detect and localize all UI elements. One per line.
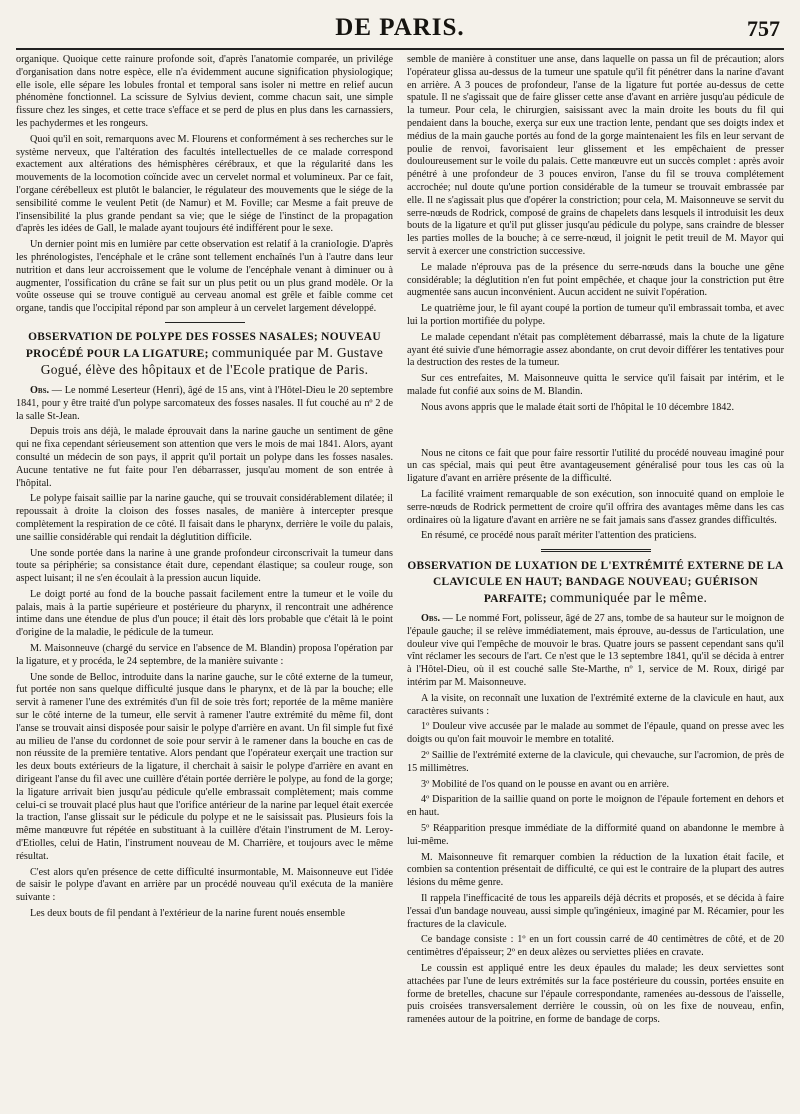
paragraph: Depuis trois ans déjà, le malade éprouvait dans la narine gauche un sentiment de gêne qui ne fixa cependant sérieusement son attention que vers le mois de mai 1841. Alors, ayant consulté un médecin de son pays, il apprit qu'il portait un polype dans les fosses nasales. Aucune tentative ne fut faite pour l'en débarrasser, jusqu'au moment de son entrée à l'hôpital.	[16, 426, 393, 489]
paragraph: Le polype faisait saillie par la narine gauche, qui se trouvait considérablement dilatée; il repoussait à droite la cloison des fosses nasales, de manière à intercepter presque complètement la respiration de ce côté. Il faisait dans le pharynx, derrière le voile du palais, une saillie considérable qui rendait la déglutition difficile.	[16, 493, 393, 543]
left-column	[16, 54, 393, 1030]
heading-text: OBSERVATION DE LUXATION DE L'EXTRÉMITÉ EXTERNE DE LA CLAVICULE EN HAUT; BANDAGE NOUVEAU; GUÉRISON PARFAITE;	[407, 560, 784, 606]
paragraph: Une sonde portée dans la narine à une grande profondeur circonscrivait la tumeur dans toute sa périphérie; sa consistance était dure, cependant élastique; sa couleur rouge, son aspect luisant; il ne s'en écoulait à la pression aucun liquide.	[16, 547, 393, 585]
paragraph: A la visite, on reconnaît une luxation de l'extrémité externe de la clavicule en haut, aux caractères suivants :	[407, 692, 784, 717]
page-number: 757	[747, 16, 780, 41]
paragraph: — Le nommé Fort, polisseur, âgé de 27 ans, tombe de sa hauteur sur le moignon de l'épaule gauche; il se relève immédiatement, mais éprouve, au-dessus de l'articulation, une douleur vive qui l'empêche de mouvoir le bras. Quatre jours se passent cependant sans qu'il vînt réclamer les secours de l'art. Ce n'est que le 13 septembre 1841, qu'il se décida à entrer à l'Hôtel-Dieu, où il est couché salle Ste-Marthe, nº 1, service de M. Roux, dirigé par intérim par M. Maisonneuve.	[407, 613, 785, 689]
paragraph: Il rappela l'inefficacité de tous les appareils déjà décrits et proposés, et se décida à faire l'essai d'un bandage nouveau, aussi simple qu'ingénieux, imaginé par M. Récamier, pour les fractures de la clavicule.	[407, 893, 784, 930]
paragraph: C'est alors qu'en présence de cette difficulté insurmontable, M. Maisonneuve eut l'idée de saisir le polype d'avant en arrière par un procédé nouveau qu'il exécuta de la manière suivante :	[16, 866, 393, 904]
paragraph: 2º Saillie de l'extrémité externe de la clavicule, qui chevauche, sur l'acromion, de près de 15 millimètres.	[407, 750, 784, 774]
paragraph: 5º Réapparition presque immédiate de la difformité quand on abandonne le membre à lui-même.	[407, 823, 784, 847]
running-head	[16, 14, 784, 50]
paragraph: Le doigt porté au fond de la bouche passait facilement entre la tumeur et le voile du palais, mais à la partie supérieure et postérieure du pharynx, il rencontrait une adhérence intime dans une étendue de plus d'un pouce; il était dès lors probable que c'était là le point d'origine de la maladie, le pédicule de la tumeur.	[16, 588, 393, 639]
paragraph: 3º Mobilité de l'os quand on le pousse en avant ou en arrière.	[421, 778, 670, 790]
section-divider	[165, 322, 245, 323]
paragraph: La facilité vraiment remarquable de son exécution, son innocuité quand on emploie le serre-nœuds de Rodrick permettent de croire qu'il offrira des avantages même dans les cas ordinaires où la ligature d'avant en arrière ne se fait jamais sans d'assez grandes difficultés.	[407, 488, 784, 526]
paragraph: Sur ces entrefaites, M. Maisonneuve quitta le service qu'il faisait par intérim, et le malade fut confié aux soins de M. Blandin.	[407, 373, 784, 397]
page-header-title: DE PARIS.	[335, 14, 465, 41]
paragraph: — Le nommé Leserteur (Henri), âgé de 15 ans, vint à l'Hôtel-Dieu le 20 septembre 1841, pour y être traité d'un polype sarcomateux des fosses nasales. Il fut couché au nº 2 de la salle St-Jean.	[16, 384, 393, 422]
paragraph: Une sonde de Belloc, introduite dans la narine gauche, sur le côté externe de la tumeur, fut portée non sans quelque difficulté jusque dans le pharynx, et de là par la bouche; elle servit à ramener l'une des extrémités d'un fil de soie très fort; reportée de la même manière sur le côté interne de la tumeur, elle servit à ramener l'autre extrémité du même fil, dont l'anse se trouvait ainsi disposée pour saisir le polype d'arrière en avant. Un fil simple fut fixé au milieu de l'anse du cordonnet de soie pour servir à le ramener dans la bouche en cas de non réussite de la première tentative. Alors pendant que l'opérateur exerçait une traction sur les deux bouts extérieurs de la ligature, il cherchait à saisir le polype d'arrière en avant en dirigeant l'anse du fil avec une cuillère d'étain portée derrière le polype, au fond de la gorge; la ligature arrivait bien jusqu'au pédicule qu'elle embrassait complètement; mais comme celui-ci se trouvait placé plus haut que l'orifice antérieur de la narine par lequel était exercée la traction, l'anse glissait sur le pédicule du polype et ne le saisissait pas. Plusieurs fois la même manœuvre fut répétée en substituant à la cuillère d'étain l'instrument de M. Leroy-d'Etiolles, celui de Hatin, l'instrument nouveau de M. Charrière, et toujours avec le même résultat.	[16, 671, 393, 862]
section-divider	[541, 549, 651, 552]
heading-credit: communiquée par M. Gustave Gogué, élève des hôpitaux et de l'Ecole pratique de Paris.	[40, 344, 384, 377]
paragraph: M. Maisonneuve fit remarquer combien la réduction de la luxation était facile, et combien sa contention présentait de difficulté, ce qui est le contraire de la plupart des autres lésions du même genre.	[407, 851, 784, 889]
paragraph: Quoi qu'il en soit, remarquons avec M. Flourens et conformément à ses recherches sur le système nerveux, que l'altération des facultés intellectuelles de ce malade correspond exactement aux altérations des hémisphères cérébraux, et que la régularité dans les mouvements de la locomotion coïncide avec un cervelet normal et volumineux. Par ce fait, l'organe cérébelleux est plutôt le balancier, le régulateur des mouvements que le siége de la sensibilité comme le veulent Petit (de Namur) et M. Foville; car Mesme a fait preuve de l'insensibilité la plus grande pendant sa vie; que le siége de l'instinct de la propagation d'après les idées de Gall, le malade ayant toujours été indifférent pour le sexe.	[16, 133, 393, 235]
paragraph: Un dernier point mis en lumière par cette observation est relatif à la cranioIogie. D'après les phrénologistes, l'encéphale et le crâne sont tellement enchaînés l'un à l'autre dans leur nutrition et dans leur accroissement que le volume de l'encéphale venant à diminuer ou à augmenter, l'ossification du crâne se fait sur un plus petit ou un plus grand modèle. Or la voûte osseuse qui se trouve contiguë au cerveau anomal est grêle et faible comme cet organe, tandis que l'occipital répond par son ampleur à un cervelet largement développé.	[16, 239, 393, 315]
right-column	[407, 54, 784, 1030]
paragraph: Le malade cependant n'était pas complètement débarrassé, mais la chute de la ligature ayant été suivie d'une hémorragie assez abondante, on crut devoir différer les tentatives pour la destruction des restes de la tumeur.	[407, 331, 784, 369]
heading-credit: communiquée par le même.	[550, 590, 708, 606]
paragraph: Le coussin est appliqué entre les deux épaules du malade; les deux serviettes sont attachées par l'une de leurs extrémités sur la face postérieure du coussin, portées ensuite en forme de bretelles, chacune sur l'épaule correspondante, ramenées au-dessous de l'aisselle, puis croisées transversalement derrière le coussin, où on les fixe de nouveau, enfin, ramenées autour de la poitrine, en forme de bandage de corps.	[407, 963, 784, 1026]
paragraph: Nous ne citons ce fait que pour faire ressortir l'utilité du procédé nouveau imaginé pour un cas spécial, mais qui peut être avantageusement généralisé pour tous les cas où la ligature d'avant en arrière présente de la difficulté.	[407, 447, 784, 485]
paragraph: organique. Quoique cette rainure profonde soit, d'après l'anatomie comparée, un privilége d'organisation dans notre espèce, elle n'a évidemment aucune signification physiologique; elle isole, elle sépare les lobules frontal et temporal sans isoler ni mettre en relief aucun phénomène fonctionnel. La scissure de Sylvius devient, comme chacun sait, une simple fissure chez les singes, et cette trace s'efface et se perd de plus en plus dans les carnassiers, les pachydermes et les rongeurs.	[16, 54, 393, 129]
paragraph: Le quatrième jour, le fil ayant coupé la portion de tumeur qu'il embrassait tomba, et avec lui la portion mortifiée du polype.	[407, 303, 784, 327]
obs-label: Obs.	[30, 384, 50, 396]
article-heading	[407, 558, 784, 607]
paragraph: Les deux bouts de fil pendant à l'extérieur de la narine furent noués ensemble	[30, 908, 345, 920]
paragraph: semble de manière à constituer une anse, dans laquelle on passa un fil de précaution; alors l'opérateur glissa au-dessus de la tumeur une spatule qu'il fit pénétrer dans la narine d'avant en arrière. A 3 pouces de profondeur, l'anse de la ligature fut portée au-dessus de cette spatule. Il ne s'agissait que de faire glisser cette anse d'avant en arrière jusqu'au pédicule de la tumeur. Pour cela, le chirurgien, saisissant avec la main droite les bouts du fil qui pendaient dans la bouche, exerça sur eux une traction lente, pendant que ses doigts index et médius de la main gauche portés au fond de la gorge maintenaient les fils en leur servant de poulie de renvoi, favorisaient leur glissement et les empêchaient de presser douloureusement sur le voile du palais. Cette manœuvre eut un succès complet : après avoir pénétré à une profondeur de 3 pouces environ, l'anse du fil se trouva complétement accrochée; nul doute qu'une portion considérable de la tumeur se trouvait embrassée par elle. Il ne s'agissait plus que d'opérer la constriction; pour cela, M. Maisonneuve se servit du serre-nœuds de Rodrick, composé de grains de chapelets dans lesquels il introduisit les deux bouts de la ligature et qu'il put glisser jusqu'au pédicule du polype, sans craindre de blesser les parties molles de la bouche; à ce serre-nœud, il joignit le petit treuil de M. Mayor qui servit à exercer une constriction successive.	[407, 54, 784, 257]
paragraph: En résumé, ce procédé nous paraît mériter l'attention des praticiens.	[421, 530, 697, 542]
obs-label: Obs.	[421, 613, 441, 625]
paragraph: 4º Disparition de la saillie quand on porte le moignon de l'épaule fortement en dehors et en haut.	[407, 794, 784, 819]
heading-text: OBSERVATION DE POLYPE DES FOSSES NASALES; NOUVEAU PROCÉDÉ POUR LA LIGATURE;	[25, 330, 381, 360]
paragraph: 1º Douleur vive accusée par le malade au sommet de l'épaule, quand on presse avec les doigts ou qu'on fait mouvoir le membre en totalité.	[407, 721, 784, 746]
article-columns	[16, 54, 784, 1030]
paragraph: Nous avons appris que le malade était sorti de l'hôpital le 10 décembre 1842.	[421, 401, 735, 413]
paragraph: Le malade n'éprouva pas de la présence du serre-nœuds dans la bouche une gêne considérable; la déglutition n'en fut point empêchée, et chaque jour la constriction put être augmentée sans aucun inconvénient. Aucun accident ne suivit l'opération.	[407, 261, 784, 299]
paragraph: M. Maisonneuve (chargé du service en l'absence de M. Blandin) proposa l'opération par la ligature, et y procéda, le 24 septembre, de la manière suivante :	[16, 643, 393, 667]
article-heading	[16, 329, 393, 379]
spacer	[407, 418, 784, 448]
paragraph: Ce bandage consiste : 1º en un fort coussin carré de 40 centimètres de côté, et de 20 centimètres d'épaisseur; 2º en deux alèzes ou serviettes pliées en cravate.	[407, 934, 784, 959]
